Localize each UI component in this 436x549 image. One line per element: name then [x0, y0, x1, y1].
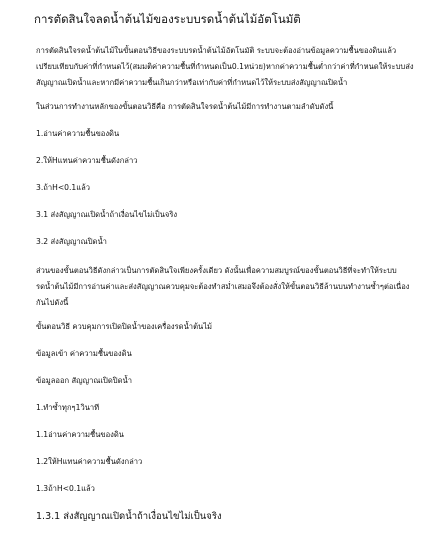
- loop-step-item: 1.3.1 ส่งสัญญาณเปิดน้ำถ้าเงื่อนไขไม่เป็นจริง: [36, 511, 222, 522]
- loop-step-item: 1.ทำซ้ำทุกๆ1วินาที: [36, 403, 100, 412]
- document-title: การตัดสินใจลดน้ำต้นไม้ของระบบรดน้ำต้นไม้อัตโนมัติ: [34, 12, 301, 26]
- algorithm-output: ข้อมูลออก สัญญาณเปิดปิดน้ำ: [36, 376, 132, 385]
- intro-paragraph: การตัดสินใจรดน้ำต้นไม้ในขั้นตอนวิธีของระบบรดน้ำต้นไม้อัตโนมัติ ระบบจะต้องอ่านข้อมูลความชื้นของดินแล้วเปรียบเทียบกับค่าที่กำหนดไว้(สมมติค่าความชื้นที่กำหนดเป็น0.1หน่วย)หากค่าความชื้นต่ำกว่าค่าที่กำหนดให้ระบบส่งสัญญาณเปิดน้ำและหากมีค่าความชื้นเกินกว่าหรือเท่ากับค่าที่กำหนดไว้ให้ระบบส่งสัญญาณปิดน้ำ: [36, 46, 414, 87]
- step-item: 3.1 ส่งสัญญาณเปิดน้ำถ้าเงื่อนไขไม่เป็นจริง: [36, 210, 178, 219]
- loop-step-item: 1.2ให้Hแทนค่าความชื้นดังกล่าว: [36, 457, 143, 466]
- step-item: 3.2 ส่งสัญญาณปิดน้ำ: [36, 237, 107, 246]
- loop-step-item: 1.3ถ้าH<0.1แล้ว: [36, 484, 95, 493]
- algorithm-input: ข้อมูลเข้า ค่าความชื้นของดิน: [36, 349, 132, 358]
- step-item: 2.ให้Hแทนค่าความชื้นดังกล่าว: [36, 156, 138, 165]
- step-item: 3.ถ้าH<0.1แล้ว: [36, 183, 91, 192]
- steps-intro: ในส่วนการทำงานหลักของขั้นตอนวิธีคือ การตัดสินใจรดน้ำต้นไม้มีการทำงานตามลำดับดังนี้: [36, 102, 334, 111]
- algorithm-name: ขั้นตอนวิธี ควบคุมการเปิดปิดน้ำของเครื่องรดน้ำต้นไม้: [36, 322, 213, 331]
- loop-step-item: 1.1อ่านค่าความชื้นของดิน: [36, 430, 124, 439]
- step-item: 1.อ่านค่าความชื้นของดิน: [36, 129, 120, 138]
- second-paragraph: ส่วนของขั้นตอนวิธีดังกล่าวเป็นการตัดสินใจเพียงครั้งเดียว ดังนั้นเพื่อความสมบูรณ์ของขั้นตอนวิธีที่จะทำให้ระบบรดน้ำต้นไม้มีการอ่านค่าและส่งสัญญาณควบคุมจะต้องทำสม่ำเสมอจึงต้องสั่งให้ขั้นตอนวิธีล้านบนทำงานซ้ำๆต่อเนื่องกันไปดังนี้: [36, 266, 410, 307]
